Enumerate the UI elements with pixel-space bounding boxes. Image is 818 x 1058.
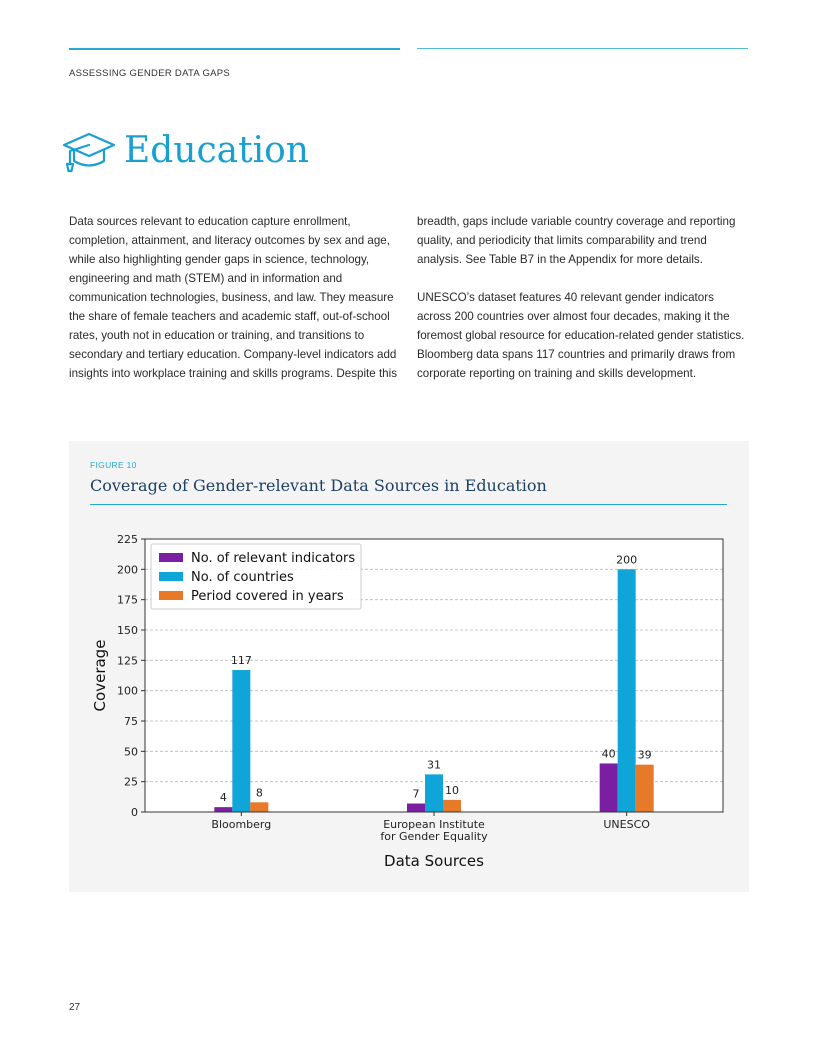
data-label: 117 <box>230 654 252 668</box>
data-label: 40 <box>601 747 616 761</box>
figure-title: Coverage of Gender-relevant Data Sources in Education <box>90 476 547 495</box>
y-tick-label: 25 <box>124 775 138 789</box>
data-label: 31 <box>427 758 441 772</box>
y-tick-label: 200 <box>117 563 138 577</box>
legend-entry: No. of relevant indicators <box>191 551 356 566</box>
body-paragraph: UNESCO’s dataset features 40 relevant gender indicators across 200 countries over almost four decades, making it the foremost global resource for education-related gender statistics. Bloomberg data spans 117 countries and primarily draws from corporate reporting on training and skills development. <box>417 291 745 380</box>
x-tick-label: European Institute <box>383 818 485 831</box>
bar <box>425 774 443 812</box>
legend-swatch <box>159 572 183 581</box>
legend-swatch <box>159 591 183 600</box>
legend-entry: Period covered in years <box>191 589 344 604</box>
x-tick-label: for Gender Equality <box>380 830 488 843</box>
y-tick-label: 100 <box>117 684 138 698</box>
bar <box>214 807 232 812</box>
bar <box>232 670 250 812</box>
y-tick-label: 75 <box>124 715 138 728</box>
bar <box>407 804 425 812</box>
body-column-left <box>69 212 399 383</box>
legend-swatch <box>159 553 183 562</box>
top-rule-left <box>69 48 400 50</box>
section-title: Education <box>124 130 309 171</box>
data-label: 7 <box>412 787 420 801</box>
x-axis-label: Data Sources <box>384 852 484 870</box>
y-tick-label: 225 <box>117 533 138 546</box>
page-number: 27 <box>69 1002 81 1013</box>
x-tick-label: UNESCO <box>603 818 650 831</box>
running-head: ASSESSING GENDER DATA GAPS <box>69 68 231 79</box>
graduation-cap-icon <box>62 128 116 174</box>
figure-panel <box>69 441 749 892</box>
bar <box>636 765 654 812</box>
data-label: 4 <box>219 791 227 805</box>
top-rule-right <box>417 48 748 49</box>
data-label: 8 <box>255 786 263 800</box>
data-label: 10 <box>445 783 459 797</box>
section-heading <box>62 128 309 174</box>
x-tick-label: Bloomberg <box>211 818 272 831</box>
y-axis-label: Coverage <box>91 639 109 712</box>
bar <box>443 800 461 812</box>
data-label: 39 <box>637 748 652 762</box>
bar <box>250 802 268 812</box>
legend-entry: No. of countries <box>191 570 294 585</box>
y-tick-label: 0 <box>131 806 138 819</box>
data-label: 200 <box>616 553 638 567</box>
body-paragraph: Data sources relevant to education capture enrollment, completion, attainment, and literacy outcomes by sex and age, while also highlighting gender gaps in science, technology, engineering and math (STEM) and in information and communication technologies, business, and law. They measure the share of female teachers and academic staff, out-of-school rates, youth not in education or training, and transitions to secondary and tertiary education. Company-level indicators add insights into workplace training and skills programs. Despite this <box>69 215 397 380</box>
y-tick-label: 150 <box>117 624 138 637</box>
body-column-right <box>417 212 749 383</box>
figure-label: FIGURE 10 <box>90 460 137 470</box>
bar-chart <box>69 441 749 892</box>
bar <box>618 569 636 812</box>
y-tick-label: 50 <box>124 745 138 759</box>
body-paragraph: breadth, gaps include variable country coverage and reporting quality, and periodicity that limits comparability and trend analysis. See Table B7 in the Appendix for more details. <box>417 215 736 266</box>
y-tick-label: 175 <box>117 593 138 607</box>
bar <box>600 763 618 812</box>
y-tick-label: 125 <box>117 654 138 668</box>
